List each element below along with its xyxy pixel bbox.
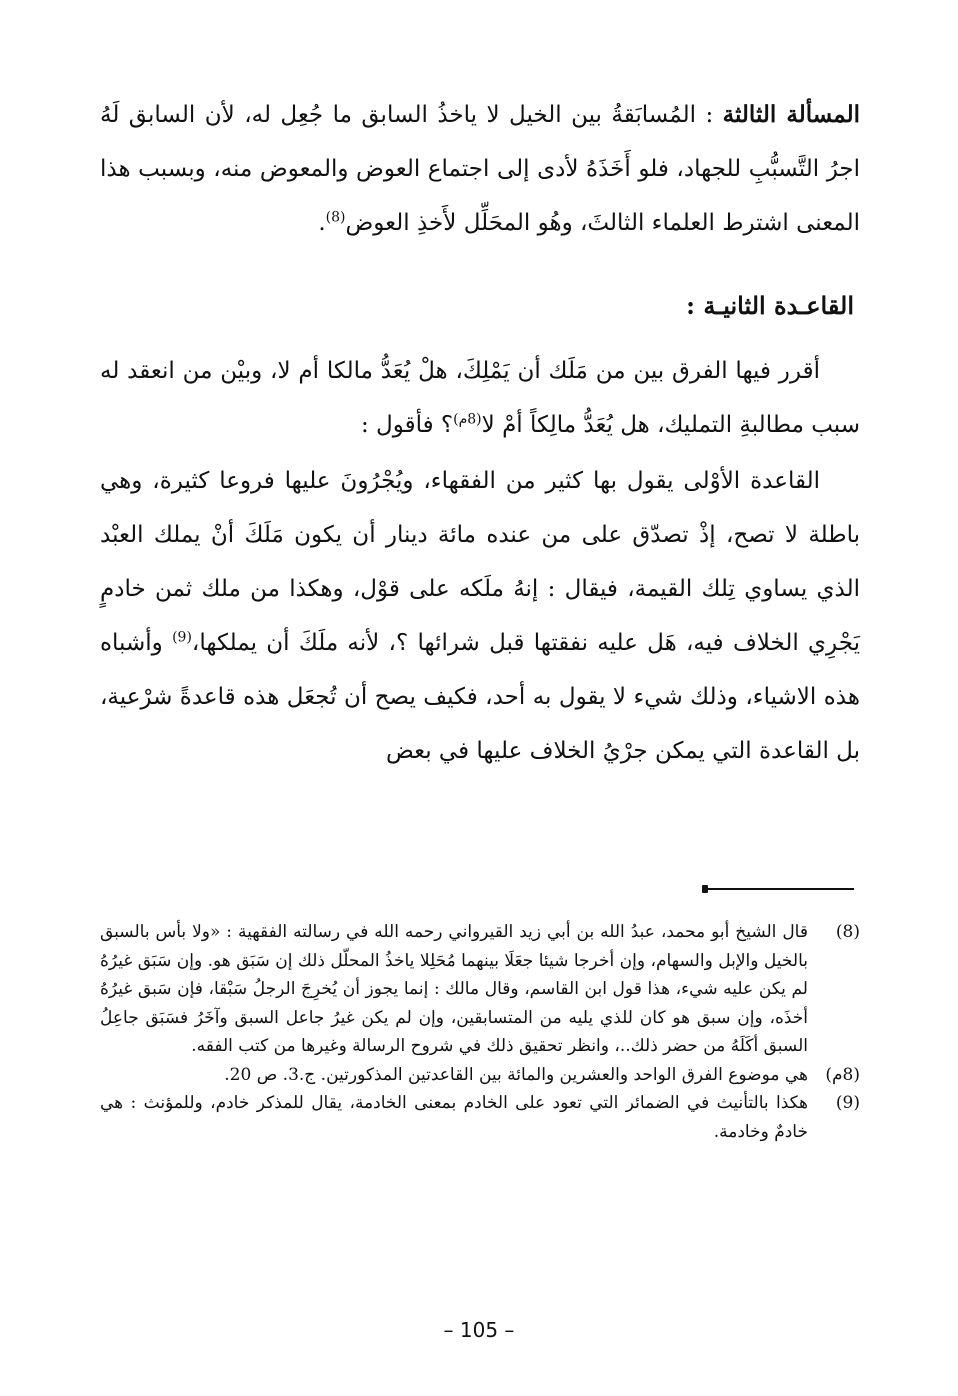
section-title: القاعـدة الثانيـة : xyxy=(686,291,854,320)
paragraph-end: . xyxy=(318,210,326,236)
footnote-number: (9) xyxy=(835,1093,860,1113)
footnote-item xyxy=(100,918,860,1061)
footnote-text: قال الشيخ أبو محمد، عبدُ الله بن أبي زيد القيرواني رحمه الله في رسالته الفقهية : «ولا بأس بالسبق بالخيل والإبل والسهام، وإن أخرجا شيئا جعَلَا بينهما مُحَلِلا ياخذُ المحلّل ذلك إن سَبَق هو. وإن سَبَق غيرُهُ لم يكن عليه شيء، هذا قول ابن القاسم، وقال مالك : إنما يجوز أن يُخرِجَ الرجلُ سَبْقا، فإن سَبق غيرُهُ أخذَه، وإن سبق هو كان للذي يليه من المتسابقين، وإن لم يكن غيرُ جاعل السبق وآخَرُ فسَبَق جاعِلُ السبق أكَلَهُ من حضر ذلك..، وانظر تحقيق ذلك في شروح الرسالة وغيرها من كتب الفقه. xyxy=(100,922,808,1056)
issue-heading: المسألة الثالثة xyxy=(722,101,860,128)
paragraph-text: القاعدة الأوْلى يقول بها كثير من الفقهاء، ويُجْرُونَ عليها فروعا كثيرة، وهي باطلة لا تصح، إذْ تصدّق على من عنده مائة دينار أن يكون مَلَكَ أنْ يملك العبْد الذي يساوي تِلك القيمة، فيقال : إنهُ ملَكه على قوْل، وهكذا من ملك ثمن خادمٍ يَجْرِي الخلاف فيه، هَل عليه نفقتها قبل شرائها ؟، لأنه ملَكَ أن يملكها، xyxy=(100,468,861,656)
footnote-ref[interactable]: (8) xyxy=(325,209,346,226)
footnote-text: هكذا بالتأنيث في الضمائر التي تعود على الخادم بمعنى الخادمة، يقال للمذكر خادم، وللمؤنث : هي خادمٌ وخادمة. xyxy=(100,1093,808,1142)
footnote-ref[interactable]: (8م) xyxy=(453,411,482,428)
footnote-ref[interactable]: (9) xyxy=(172,629,192,646)
footnotes xyxy=(100,918,860,1146)
page-number: – 105 – xyxy=(443,1318,515,1342)
paragraph-second-rule xyxy=(100,344,860,452)
footnote-separator xyxy=(704,888,854,890)
paragraph-text: : المُسابَقةُ بين الخيل لا ياخذُ السابق ما جُعِل له، لأن السابق لَهُ اجرُ التَّسبُّبِ للجهاد، فلو أَخَذَهُ لأدى إلى اجتماع العوض والمعوض منه، وبسبب هذا المعنى اشترط العلماء الثالثَ، وهُو المحَلِّل لأَخذِ العوض xyxy=(100,102,860,236)
paragraph-text: وأشباه هذه الاشياء، وذلك شيء لا يقول به أحد، فكيف يصح أن تُجعَل هذه قاعدةً شرْعية، بل القاعدة التي يمكن جرْيُ الخلاف عليها في بعض xyxy=(100,630,860,764)
paragraph-text: ؟ فأقول : xyxy=(360,412,454,438)
footnote-text: هي موضوع الفرق الواحد والعشرين والمائة بين القاعدتين المذكورتين. ج.3. ص 20. xyxy=(224,1064,808,1085)
footnote-number: (8) xyxy=(835,922,860,942)
footnote-number: (8م) xyxy=(825,1064,860,1085)
paragraph-first-rule xyxy=(100,454,860,778)
footnote-item xyxy=(100,1089,860,1146)
footnote-item xyxy=(100,1061,860,1090)
paragraph-text: أقرر فيها الفرق بين من مَلَك أن يَمْلِكَ، هلْ يُعَدُّ مالكا أم لا، وبيْن من انعقد له سبب مطالبةِ التمليك، هل يُعَدُّ مالِكاً أمْ لا xyxy=(100,358,860,438)
paragraph-third-issue xyxy=(100,88,860,250)
